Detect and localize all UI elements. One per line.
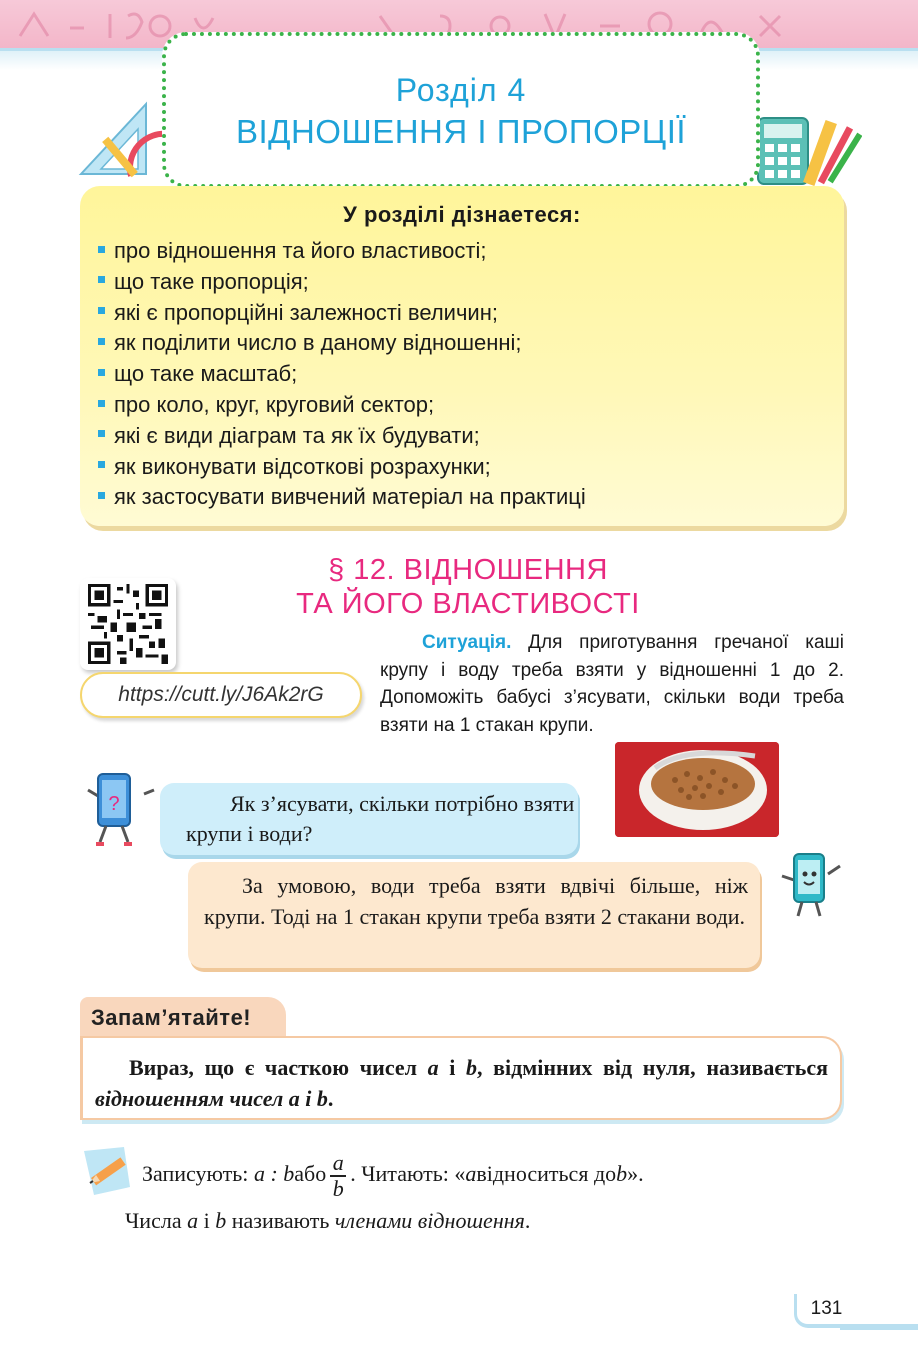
- definition-box: Вираз, що є часткою чисел a і b, відмінних від нуля, називається відношенням чисел a і b.: [80, 1036, 842, 1120]
- ruler-protractor-icon: [76, 94, 176, 184]
- qr-code[interactable]: [80, 578, 176, 670]
- terms-definition: членами відношення: [334, 1208, 525, 1233]
- learning-heading: У розділі дізнаетеся:: [343, 202, 581, 227]
- learning-list: [98, 236, 586, 513]
- list-item: що таке пропорція;: [98, 267, 586, 298]
- ratio-notation: a : b: [253, 1161, 295, 1186]
- page-number: 131: [794, 1294, 856, 1328]
- calculator-pencils-icon: [752, 110, 862, 190]
- qr-code-icon: [88, 584, 168, 664]
- answer-bubble: За умовою, води треба взяти вдвічі більше, ніж крупи. Тоді на 1 стакан крупи треба взяти 2 стакани води.: [188, 862, 760, 968]
- situation-label: Ситуація.: [422, 632, 512, 653]
- short-link[interactable]: https://cutt.ly/J6Ak2rG: [80, 672, 362, 718]
- bullet-icon: [98, 369, 105, 376]
- chapter-number: Розділ 4: [395, 72, 527, 108]
- pencil-note-icon: [80, 1145, 134, 1197]
- phone-character-question-icon: [78, 768, 158, 848]
- list-item: які є види діаграм та як їх будувати;: [98, 421, 586, 452]
- remember-tab: Запам’ятайте!: [80, 997, 286, 1037]
- buckwheat-bowl-icon: [615, 742, 779, 837]
- bullet-icon: [98, 492, 105, 499]
- list-item: що таке масштаб;: [98, 359, 586, 390]
- list-item: як поділити число в даному відношенні;: [98, 328, 586, 359]
- list-item: як виконувати відсоткові розрахунки;: [98, 452, 586, 483]
- list-item: як застосувати вивчений матеріал на практиці: [98, 482, 586, 513]
- learning-outcomes-box: [80, 186, 844, 526]
- chapter-title: ВІДНОШЕННЯ І ПРОПОРЦІЇ: [235, 113, 687, 150]
- fraction: $\frac{a}{b}$: [330, 1151, 346, 1201]
- bullet-icon: [98, 246, 105, 253]
- section-title: § 12. ВІДНОШЕННЯ ТА ЙОГО ВЛАСТИВОСТІ: [296, 554, 640, 620]
- list-item: які є пропорційні залежності величин;: [98, 298, 586, 329]
- bullet-icon: [98, 338, 105, 345]
- svg-text:?: ?: [108, 793, 120, 815]
- page-footer-stripe: [840, 1324, 918, 1330]
- phone-character-icon: [776, 852, 846, 922]
- bullet-icon: [98, 276, 105, 283]
- chapter-title-box: [162, 32, 760, 188]
- list-item: про відношення та його властивості;: [98, 236, 586, 267]
- list-item: про коло, круг, круговий сектор;: [98, 390, 586, 421]
- situation-text: Ситуація. Для приготування гречаної каші крупу і воду треба взяти у відношенні 1 до 2. Допоможіть бабусі з’ясувати, скільки води треба взяти на 1 стакан крупи.: [380, 632, 844, 736]
- defined-term: відношенням чисел a і b: [95, 1086, 328, 1111]
- terms-line: Числа a і b називають членами відношення.: [125, 1208, 531, 1233]
- bullet-icon: [98, 400, 105, 407]
- bullet-icon: [98, 430, 105, 437]
- notation-line: Записують: a : b або $\frac{a}{b}$ . Читають: « a відноситься до b ».: [142, 1150, 644, 1201]
- bullet-icon: [98, 461, 105, 468]
- buckwheat-bowl-image: [615, 742, 779, 837]
- bullet-icon: [98, 307, 105, 314]
- question-bubble: Як з’ясувати, скільки потрібно взяти крупи і води?: [160, 783, 578, 855]
